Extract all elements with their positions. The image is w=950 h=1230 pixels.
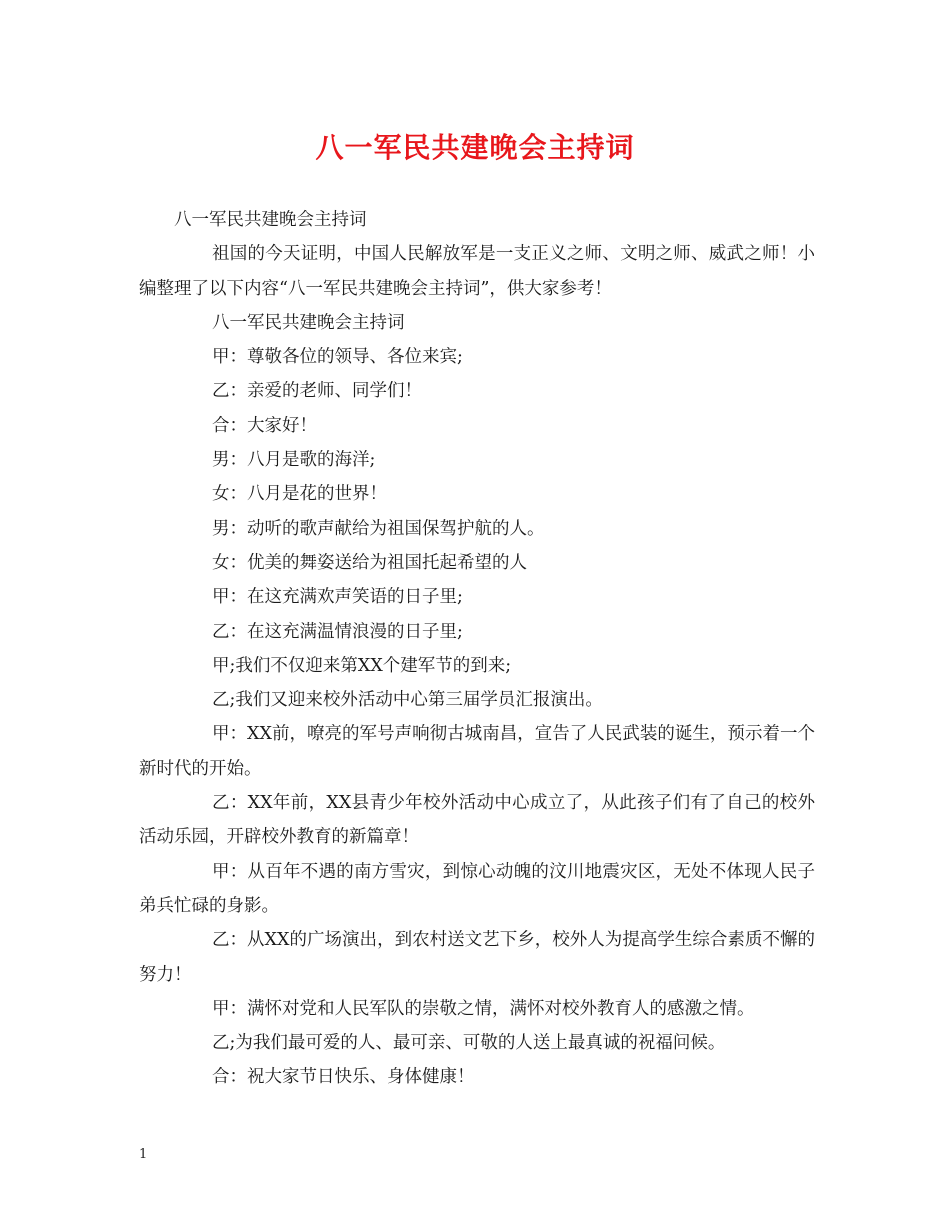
paragraph: 乙;我们又迎来校外活动中心第三届学员汇报演出。 [212, 690, 603, 711]
paragraph: 甲：满怀对党和人民军队的崇敬之情，满怀对校外教育人的感激之情。 [212, 998, 755, 1019]
paragraph: 女：八月是花的世界！ [212, 484, 387, 505]
page-number: 1 [139, 1147, 148, 1162]
paragraph: 甲;我们不仅迎来第XX个建军节的到来; [212, 655, 512, 676]
paragraph: 男：动听的歌声献给为祖国保驾护航的人。 [212, 518, 545, 539]
paragraph: 女：优美的舞姿送给为祖国托起希望的人 [212, 552, 527, 573]
paragraph: 八一军民共建晚会主持词 [174, 210, 367, 230]
paragraph: 男：八月是歌的海洋; [212, 450, 376, 471]
paragraph: 合：祝大家节日快乐、身体健康！ [212, 1067, 475, 1088]
paragraph: 乙：从XX的广场演出，到农村送文艺下乡，校外人为提高学生综合素质不懈的努力！ [139, 930, 815, 985]
paragraph: 乙;为我们最可爱的人、最可亲、可敬的人送上最真诚的祝福问候。 [212, 1033, 726, 1054]
paragraph: 合：大家好！ [212, 415, 317, 436]
paragraph: 甲：XX前，嘹亮的军号声响彻古城南昌，宣告了人民武装的诞生，预示着一个新时代的开始。 [139, 724, 815, 779]
paragraph: 甲：从百年不遇的南方雪灾，到惊心动魄的汶川地震灾区，无处不体现人民子弟兵忙碌的身影。 [139, 861, 815, 916]
paragraph: 乙：在这充满温情浪漫的日子里; [212, 621, 463, 642]
paragraph: 乙：亲爱的老师、同学们！ [212, 381, 422, 402]
document-body [139, 203, 815, 1095]
document-title: 八一军民共建晚会主持词 [315, 131, 635, 164]
paragraph: 甲：在这充满欢声笑语的日子里; [212, 587, 463, 608]
paragraph: 八一军民共建晚会主持词 [212, 312, 405, 333]
paragraph: 甲：尊敬各位的领导、各位来宾; [212, 347, 463, 368]
paragraph: 乙：XX年前，XX县青少年校外活动中心成立了，从此孩子们有了自己的校外活动乐园，开辟校外教育的新篇章！ [139, 793, 815, 848]
paragraph: 祖国的今天证明，中国人民解放军是一支正义之师、文明之师、威武之师！小编整理了以下内容“八一军民共建晚会主持词”，供大家参考！ [139, 244, 815, 299]
